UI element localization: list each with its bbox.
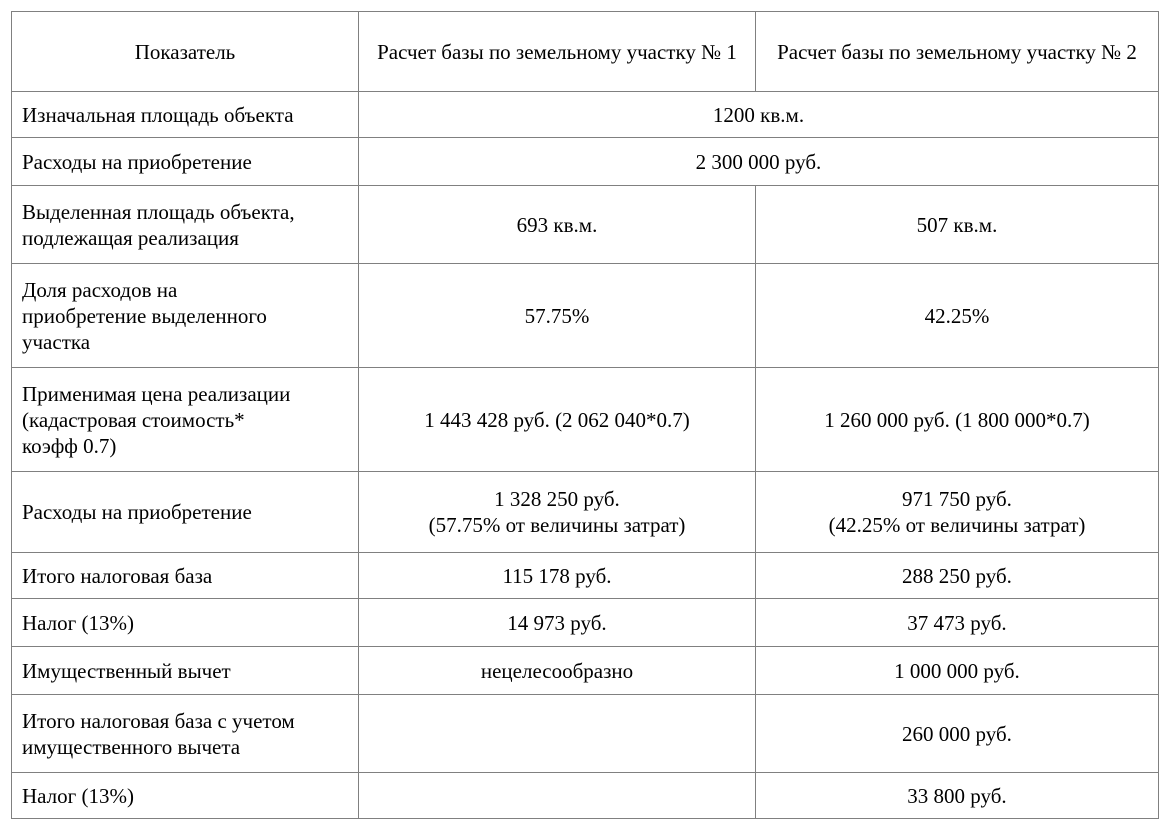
row-value-plot-2: 1 260 000 руб. (1 800 000*0.7) [756,368,1159,472]
row-value-plot-1: 693 кв.м. [359,186,756,264]
header-indicator: Показатель [12,12,359,92]
row-value-merged: 1200 кв.м. [359,92,1159,138]
tax-base-table [11,11,1159,819]
row-label: Изначальная площадь объекта [12,92,359,138]
table-row [12,264,1159,368]
row-label: Доля расходов на приобретение выделенного участка [12,264,359,368]
row-value-plot-2: 507 кв.м. [756,186,1159,264]
header-plot-2: Расчет базы по земельному участку № 2 [756,12,1159,92]
table-row [12,368,1159,472]
row-label: Налог (13%) [12,599,359,647]
row-label: Итого налоговая база [12,553,359,599]
table-row [12,92,1159,138]
row-label: Выделенная площадь объекта, подлежащая реализация [12,186,359,264]
table-row [12,186,1159,264]
row-label: Итого налоговая база с учетом имущественного вычета [12,695,359,773]
row-value-plot-2: 42.25% [756,264,1159,368]
table-row [12,695,1159,773]
row-value-plot-1 [359,773,756,819]
row-value-plot-1: 57.75% [359,264,756,368]
table-row [12,599,1159,647]
row-value-plot-2: 33 800 руб. [756,773,1159,819]
table-row [12,472,1159,553]
table-row [12,647,1159,695]
row-value-plot-2: 288 250 руб. [756,553,1159,599]
table-row [12,138,1159,186]
row-value-plot-2: 37 473 руб. [756,599,1159,647]
row-label: Расходы на приобретение [12,472,359,553]
row-label: Применимая цена реализации (кадастровая стоимость* коэфф 0.7) [12,368,359,472]
row-value-plot-1: 115 178 руб. [359,553,756,599]
row-label: Расходы на приобретение [12,138,359,186]
table-header-row [12,12,1159,92]
table-row [12,553,1159,599]
header-plot-1: Расчет базы по земельному участку № 1 [359,12,756,92]
row-label: Налог (13%) [12,773,359,819]
row-value-plot-2: 971 750 руб. (42.25% от величины затрат) [756,472,1159,553]
row-value-plot-1: 1 328 250 руб. (57.75% от величины затрат) [359,472,756,553]
row-label: Имущественный вычет [12,647,359,695]
table-row [12,773,1159,819]
row-value-plot-2: 1 000 000 руб. [756,647,1159,695]
row-value-merged: 2 300 000 руб. [359,138,1159,186]
row-value-plot-1: 14 973 руб. [359,599,756,647]
row-value-plot-1 [359,695,756,773]
row-value-plot-2: 260 000 руб. [756,695,1159,773]
row-value-plot-1: нецелесообразно [359,647,756,695]
row-value-plot-1: 1 443 428 руб. (2 062 040*0.7) [359,368,756,472]
